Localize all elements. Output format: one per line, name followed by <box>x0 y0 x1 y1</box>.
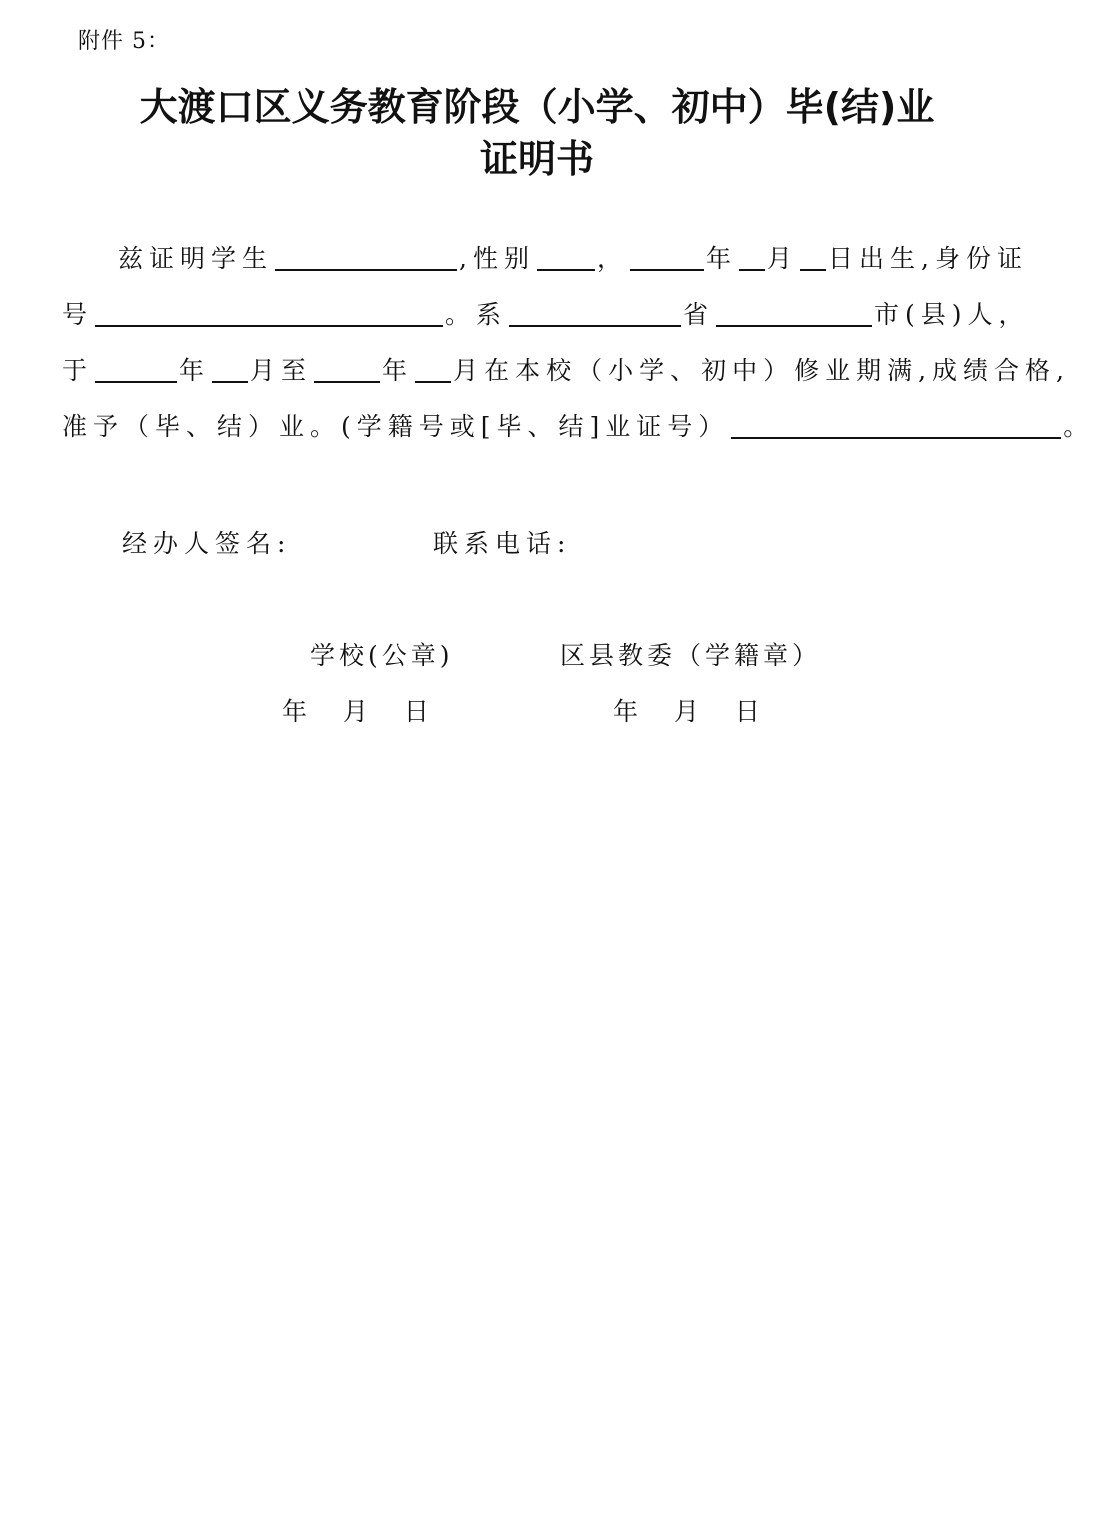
start-month-blank[interactable] <box>212 355 248 383</box>
certificate-number-blank[interactable] <box>731 411 1061 439</box>
text-born-id: 日出生,身份证 <box>828 244 1028 273</box>
text-number: 号 <box>62 300 94 329</box>
handler-signature-label: 经办人签名: <box>122 529 292 558</box>
text-city-person: 市(县)人， <box>874 300 1030 329</box>
document-title-line2: 证明书 <box>479 137 594 181</box>
start-year-blank[interactable] <box>95 355 177 383</box>
school-seal-label: 学校(公章) <box>310 641 454 670</box>
province-blank[interactable] <box>509 299 681 327</box>
student-name-blank[interactable] <box>275 243 457 271</box>
text-study-complete: 月在本校（小学、初中）修业期满,成绩合格, <box>453 356 1070 385</box>
school-date: 年 月 日 <box>282 697 431 726</box>
body-line-2 <box>62 298 1030 332</box>
end-month-blank[interactable] <box>415 355 451 383</box>
text-year-3: 年 <box>382 356 414 385</box>
document-title: 大渡口区义务教育阶段（小学、初中）毕(结)业 <box>139 85 935 129</box>
text-province: 省 <box>683 300 715 329</box>
attachment-label: 附件 5： <box>78 29 170 54</box>
text-year-2: 年 <box>179 356 211 385</box>
text-native: 。系 <box>445 300 508 329</box>
text-period: 。 <box>1063 412 1094 441</box>
district-seal-label: 区县教委（学籍章） <box>560 641 822 670</box>
birth-month-blank[interactable] <box>739 243 765 271</box>
text-year: 年 <box>705 244 737 273</box>
birth-day-blank[interactable] <box>800 243 826 271</box>
text-grant-graduation: 准予（毕、结）业。(学籍号或[毕、结]业证号） <box>62 412 730 441</box>
body-line-3 <box>62 354 1070 388</box>
body-line-1 <box>62 242 1028 276</box>
phone-label: 联系电话: <box>433 529 572 558</box>
text-month: 月 <box>767 244 799 273</box>
body-line-4 <box>62 410 1094 444</box>
end-year-blank[interactable] <box>314 355 380 383</box>
text-month-to: 月至 <box>250 356 313 385</box>
text-comma: ， <box>596 244 628 273</box>
id-number-blank[interactable] <box>95 299 443 327</box>
text-gender: ,性别 <box>459 244 535 273</box>
text-from: 于 <box>62 356 94 385</box>
text-certify-student: 兹证明学生 <box>118 244 274 273</box>
city-blank[interactable] <box>716 299 872 327</box>
birth-year-blank[interactable] <box>630 243 704 271</box>
gender-blank[interactable] <box>537 243 595 271</box>
district-date: 年 月 日 <box>613 697 762 726</box>
